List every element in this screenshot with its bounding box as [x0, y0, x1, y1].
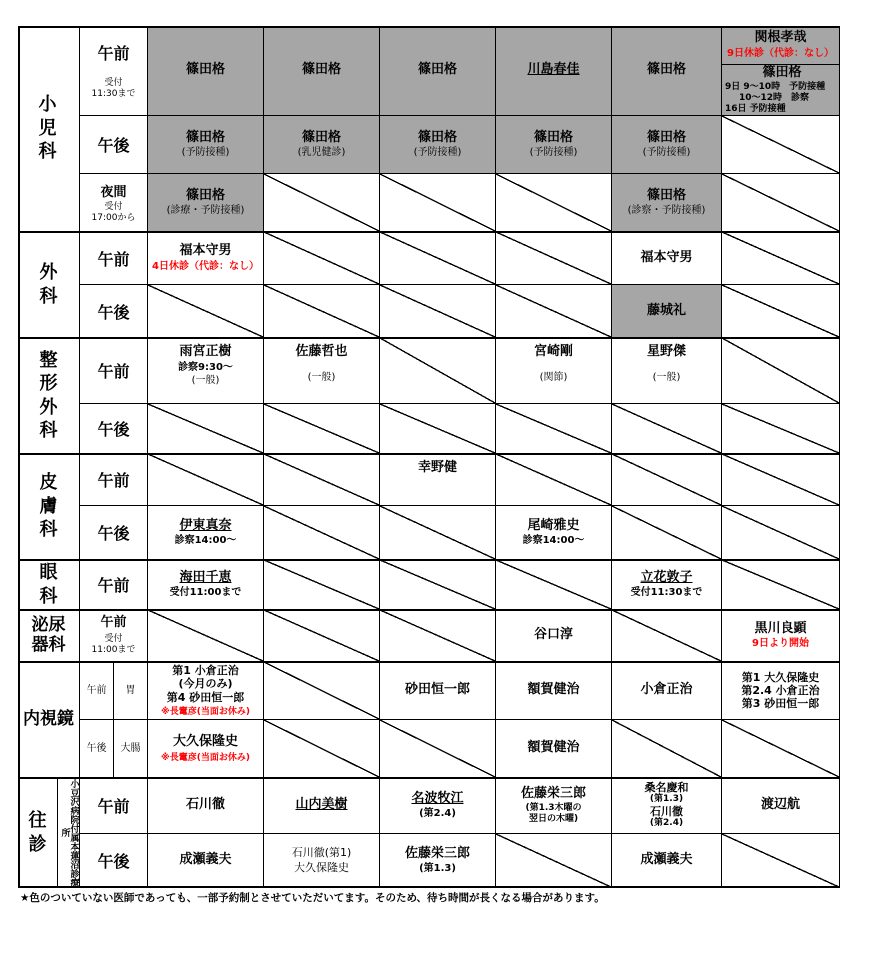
empty-slot [264, 454, 380, 506]
empty-slot [612, 720, 722, 778]
doctor-name: 篠田格 [185, 129, 225, 145]
empty-slot [264, 404, 380, 454]
affiliation-label: 小豆沢病院付属本蓮沼診療所 [59, 778, 79, 887]
empty-slot [264, 232, 380, 285]
slot [148, 506, 264, 560]
doctor-name: 篠田格 [533, 129, 573, 145]
doctor-name: 額賀健治 [527, 740, 580, 756]
empty-slot [722, 285, 840, 338]
empty-slot [722, 338, 840, 404]
empty-slot [496, 404, 612, 454]
closure-note: 4日休診（代診：なし） [152, 260, 259, 272]
slot [380, 116, 496, 174]
doctor-name: 宮崎剛 [533, 344, 573, 359]
period-pm [80, 834, 148, 888]
section-divider [18, 337, 840, 339]
doctor-name: 第4 砂田恒一郎 [166, 690, 245, 704]
slot [148, 116, 264, 174]
doctor-name: 篠田格 [646, 129, 686, 145]
exam-type-label: 大腸 [120, 743, 141, 754]
doctor-name: 額賀健治 [527, 682, 580, 698]
reception-time: 受付 11:00まで [91, 634, 136, 655]
section-divider [18, 453, 840, 455]
slot [722, 778, 840, 834]
slot [722, 662, 840, 720]
doctor-name: 幸野健 [417, 460, 457, 475]
slot-note: (診察・予防接種) [627, 205, 706, 217]
empty-slot [496, 834, 612, 888]
dept-home-visit [18, 778, 58, 888]
section-divider [18, 886, 840, 888]
doctor-name: 尾崎雅史 [527, 517, 580, 533]
period-pm [80, 720, 114, 778]
empty-slot [380, 610, 496, 662]
doctor-name: 大久保隆史 [294, 860, 349, 874]
doctor-name: 福本守男 [179, 243, 232, 259]
empty-slot [380, 560, 496, 610]
slot [148, 26, 264, 116]
slot-note: (第1.3) [649, 794, 684, 805]
slot-note: 受付11:00まで [169, 587, 242, 599]
empty-slot [380, 285, 496, 338]
slot [722, 65, 840, 116]
slot [148, 662, 264, 720]
slot-note: (一般) [652, 371, 681, 383]
period-label: 午後 [97, 420, 130, 439]
slot [612, 338, 722, 404]
doctor-name: 山内美樹 [295, 797, 348, 813]
doctor-name: 第3 砂田恒一郎 [741, 697, 820, 711]
schedule-note: 10～12時 診察 [739, 92, 810, 103]
slot-note: 診察14:00～ [522, 535, 585, 547]
doctor-name: 篠田格 [417, 62, 457, 78]
period-pm [80, 116, 148, 174]
empty-slot [380, 174, 496, 232]
empty-slot [496, 232, 612, 285]
doctor-name: 第2.4 小倉正治 [741, 683, 820, 697]
slot [496, 116, 612, 174]
doctor-name: 篠田格 [646, 62, 686, 78]
empty-slot [722, 506, 840, 560]
doctor-name: 篠田格 [646, 187, 686, 203]
leave-note: ※長竃彦(当面お休み) [161, 706, 250, 717]
doctor-name: 第1 大久保隆史 [741, 670, 820, 684]
doctor-name: 関根孝哉 [754, 30, 807, 46]
slot [380, 662, 496, 720]
slot-note: (一般) [307, 371, 336, 383]
slot [148, 778, 264, 834]
empty-slot [380, 232, 496, 285]
doctor-name: 砂田恒一郎 [404, 682, 470, 698]
period-label: 午前 [97, 576, 130, 595]
slot [612, 174, 722, 232]
period-label: 午後 [97, 852, 130, 871]
period-am [80, 610, 148, 662]
period-am [80, 26, 148, 116]
slot [612, 778, 722, 834]
doctor-name: 福本守男 [640, 249, 693, 265]
dept-orthopedics [18, 338, 80, 454]
slot [612, 662, 722, 720]
slot [496, 338, 612, 404]
doctor-name: 篠田格 [762, 65, 802, 80]
period-label: 午後 [97, 524, 130, 543]
exam-type [114, 662, 148, 720]
slot [612, 834, 722, 888]
dept-label: 小児科 [38, 94, 59, 163]
empty-slot [148, 610, 264, 662]
doctor-name: 篠田格 [301, 129, 341, 145]
empty-slot [722, 404, 840, 454]
section-divider [18, 609, 840, 611]
empty-slot [722, 116, 840, 174]
doctor-name: 篠田格 [185, 187, 225, 203]
slot-note: (予防接種) [413, 147, 462, 159]
period-label: 午前 [97, 249, 130, 269]
doctor-name: 篠田格 [185, 62, 225, 78]
period-am [80, 778, 148, 834]
slot-note: (第1.3) [419, 863, 456, 875]
slot [380, 26, 496, 116]
doctor-name: 小倉正治 [640, 682, 693, 698]
period-night [80, 174, 148, 232]
doctor-name: 川島春佳 [527, 62, 580, 78]
doctor-name: 谷口淳 [533, 627, 573, 643]
doctor-name: 伊東真奈 [179, 517, 232, 533]
doctor-name: 成瀬義夫 [640, 852, 693, 868]
period-label: 午前 [100, 615, 127, 631]
doctor-name: 星野傑 [646, 344, 686, 359]
empty-slot [722, 834, 840, 888]
slot [148, 560, 264, 610]
empty-slot [496, 174, 612, 232]
empty-slot [722, 454, 840, 506]
slot [380, 834, 496, 888]
dept-label: 整形外科 [39, 349, 58, 441]
doctor-name: 石川徹 [185, 797, 225, 813]
dept-label: 眼科 [39, 562, 58, 607]
empty-slot [380, 404, 496, 454]
empty-slot [612, 454, 722, 506]
slot [264, 778, 380, 834]
doctor-name: 立花敦子 [640, 569, 693, 585]
doctor-name: 大久保隆史 [172, 733, 238, 749]
reception-time: 受付 11:30まで [91, 78, 136, 99]
slot [148, 174, 264, 232]
dept-label: 皮膚科 [39, 472, 58, 541]
doctor-name: 名波牧江 [411, 790, 464, 806]
slot-note: (第1.3木曜の [525, 802, 582, 813]
period-am [80, 560, 148, 610]
slot [496, 26, 612, 116]
exam-type [114, 720, 148, 778]
slot [612, 116, 722, 174]
slot [496, 720, 612, 778]
period-label: 午前 [97, 44, 130, 64]
empty-slot [148, 454, 264, 506]
slot [612, 560, 722, 610]
dept-surgery [18, 232, 80, 338]
slot-note: (診療・予防接種) [166, 205, 245, 217]
dept-pediatrics [18, 26, 80, 232]
period-label: 午後 [86, 743, 107, 754]
dept-label: 往診 [28, 810, 47, 855]
period-am [80, 232, 148, 285]
doctor-name: 海田千恵 [179, 569, 232, 585]
empty-slot [148, 404, 264, 454]
slot-note: (関節) [539, 371, 568, 383]
slot [264, 26, 380, 116]
doctor-name: 藤城礼 [646, 302, 686, 318]
slot-note: (予防接種) [181, 147, 230, 159]
section-divider [18, 231, 840, 233]
empty-slot [722, 174, 840, 232]
empty-slot [264, 506, 380, 560]
empty-slot [496, 285, 612, 338]
slot-note: 受付11:30まで [630, 587, 703, 599]
slot [722, 26, 840, 65]
slot-note: (第2.4) [419, 808, 456, 820]
footnote: ★色のついていない医師であっても、一部予約制とさせていただいてます。そのため、待ち時間が長くなる場合があります。 [20, 892, 605, 904]
empty-slot [380, 338, 496, 404]
period-label: 夜間 [100, 185, 127, 201]
period-label: 午後 [97, 136, 130, 155]
empty-slot [722, 560, 840, 610]
dept-ophthalmology [18, 560, 80, 610]
schedule-note: 16日 予防接種 [725, 104, 786, 115]
slot-note: (予防接種) [642, 147, 691, 159]
period-pm [80, 506, 148, 560]
period-label: 午前 [86, 685, 107, 696]
slot [148, 720, 264, 778]
start-note: 9日より開始 [752, 638, 809, 650]
empty-slot [380, 506, 496, 560]
empty-slot [264, 610, 380, 662]
slot-note: (一般) [191, 374, 220, 386]
doctor-name: 篠田格 [417, 129, 457, 145]
schedule-table [18, 26, 840, 888]
slot-note: (今月のみ) [178, 677, 233, 691]
slot-note: 診察14:00～ [174, 535, 237, 547]
leave-note: ※長竃彦(当面お休み) [161, 753, 250, 764]
doctor-name: 雨宮正樹 [179, 344, 232, 359]
section-divider [18, 559, 840, 561]
affiliation [58, 778, 80, 888]
period-label: 午前 [97, 471, 130, 490]
slot-note: 翌日の木曜) [528, 813, 579, 824]
dept-dermatology [18, 454, 80, 560]
period-pm [80, 404, 148, 454]
doctor-name: 篠田格 [301, 62, 341, 78]
exam-type-label: 胃 [125, 685, 136, 696]
period-am [80, 338, 148, 404]
slot [496, 778, 612, 834]
slot [612, 26, 722, 116]
dept-urology [18, 610, 80, 662]
empty-slot [264, 560, 380, 610]
doctor-name: 石川徹 [650, 804, 683, 818]
doctor-name: 桑名慶和 [644, 780, 689, 794]
dept-endoscopy [18, 662, 80, 778]
empty-slot [612, 404, 722, 454]
doctor-name: 成瀬義夫 [179, 852, 232, 868]
slot [148, 834, 264, 888]
period-pm [80, 285, 148, 338]
empty-slot [264, 174, 380, 232]
doctor-name: 黒川良顕 [754, 620, 807, 636]
dept-label: 内視鏡 [23, 709, 74, 730]
slot [722, 610, 840, 662]
empty-slot [148, 285, 264, 338]
slot [380, 454, 496, 506]
doctor-name: 佐藤栄三郎 [404, 845, 470, 861]
slot [264, 834, 380, 888]
slot [264, 116, 380, 174]
empty-slot [496, 560, 612, 610]
doctor-name: 佐藤栄三郎 [520, 785, 586, 801]
empty-slot [496, 454, 612, 506]
slot [148, 338, 264, 404]
dept-label: 泌尿器科 [31, 614, 66, 655]
period-am [80, 662, 114, 720]
slot-note: (第2.4) [649, 818, 684, 829]
section-divider [18, 777, 840, 779]
empty-slot [264, 285, 380, 338]
slot-note: 診察9:30～ [178, 361, 233, 373]
empty-slot [722, 720, 840, 778]
doctor-name: 渡辺航 [760, 797, 800, 813]
doctor-name: 第1 小倉正治 [172, 664, 239, 678]
slot-note: (予防接種) [529, 147, 578, 159]
period-label: 午前 [97, 797, 130, 816]
dept-label: 外科 [39, 262, 58, 307]
period-am [80, 454, 148, 506]
empty-slot [264, 662, 380, 720]
reception-time: 受付 17:00から [91, 202, 136, 223]
period-label: 午後 [97, 302, 130, 322]
slot [148, 232, 264, 285]
slot [496, 662, 612, 720]
slot [496, 506, 612, 560]
doctor-name: 佐藤哲也 [295, 344, 348, 359]
empty-slot [612, 610, 722, 662]
slot [380, 778, 496, 834]
schedule-note: 9日 9～10時 予防接種 [725, 81, 826, 92]
slot [264, 338, 380, 404]
empty-slot [380, 720, 496, 778]
empty-slot [722, 232, 840, 285]
slot [612, 285, 722, 338]
slot-note: (乳児健診) [297, 147, 346, 159]
section-divider [18, 661, 840, 663]
empty-slot [264, 720, 380, 778]
doctor-name: 石川徹(第1) [291, 846, 352, 860]
empty-slot [612, 506, 722, 560]
closure-note: 9日休診（代診：なし） [727, 47, 834, 59]
slot [612, 232, 722, 285]
slot [496, 610, 612, 662]
period-label: 午前 [97, 362, 130, 381]
